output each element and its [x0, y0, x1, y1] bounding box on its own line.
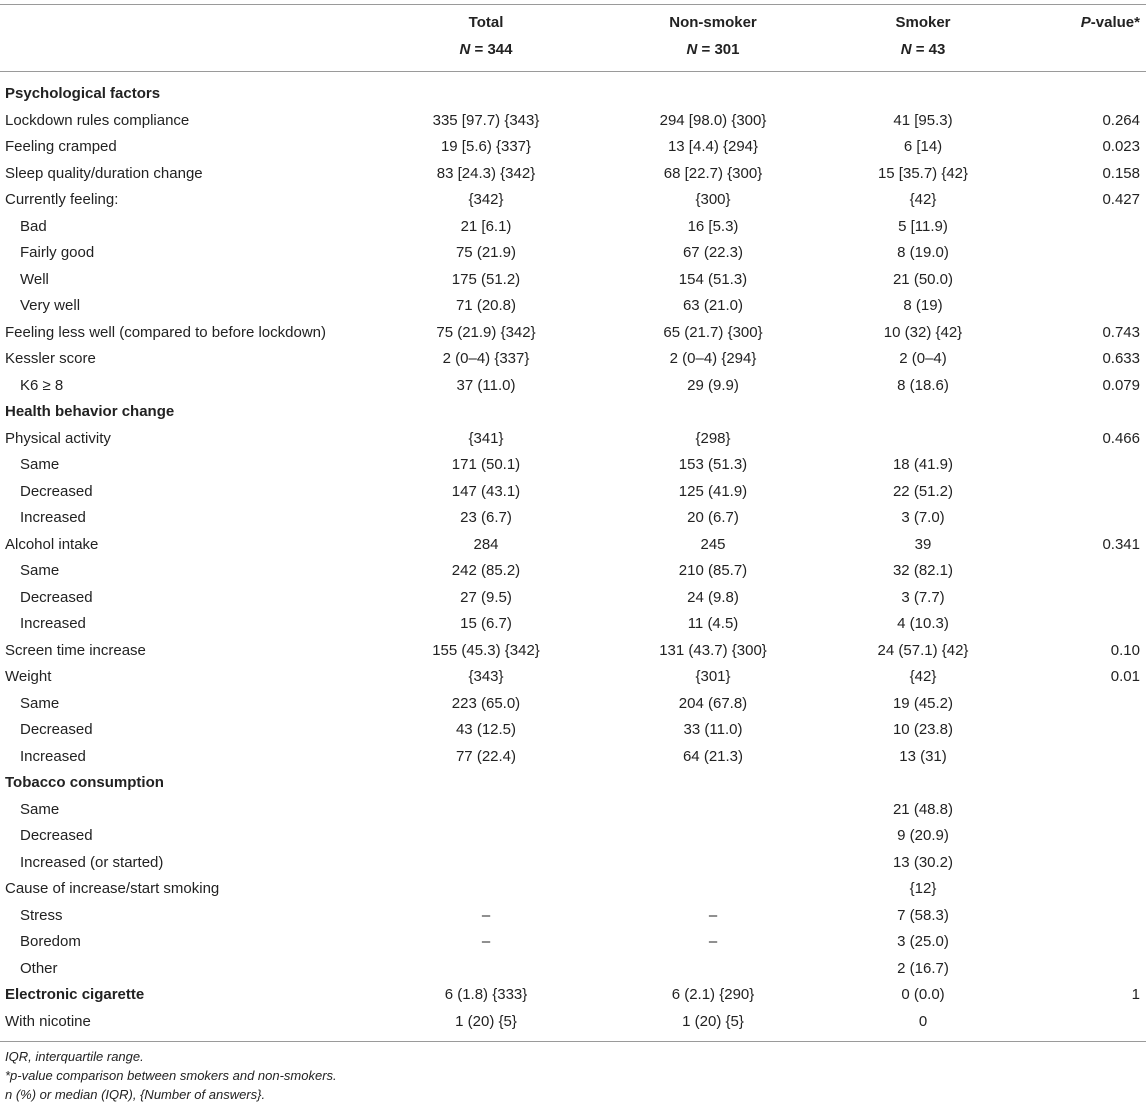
header-non-smoker [613, 14, 813, 59]
footnotes [5, 1047, 337, 1104]
table-row [0, 214, 1146, 241]
row-label: Bad [20, 217, 47, 235]
cell-non-smoker: 63 (21.0) [682, 297, 744, 314]
header-rule [0, 71, 1146, 72]
header-total-label: Total [468, 14, 504, 31]
cell-total: {342} [468, 191, 504, 208]
cell-total: 75 (21.9) {342} [436, 323, 536, 341]
table-row [0, 585, 1146, 612]
header-non-smoker-n-value: = 301 [697, 41, 740, 58]
cell-non-smoker: 125 (41.9) [678, 482, 748, 500]
cell-smoker: 41 [95.3) [893, 111, 953, 129]
cell-smoker: 13 (30.2) [892, 853, 954, 871]
section-row [0, 399, 1146, 426]
cell-pvalue: 0.10 [1110, 641, 1140, 659]
cell-pvalue: 0.427 [1102, 191, 1140, 208]
table-row [0, 876, 1146, 903]
footnote-iqr: IQR, interquartile range. [5, 1049, 144, 1064]
row-label: Lockdown rules compliance [5, 111, 190, 129]
header-non-smoker-n-label: N [686, 41, 698, 58]
cell-non-smoker: 13 [4.4) {294} [667, 138, 759, 155]
table-row [0, 797, 1146, 824]
row-label: Weight [5, 668, 52, 685]
table-row [0, 611, 1146, 638]
row-label: Decreased [20, 721, 93, 738]
row-label: Feeling cramped [5, 138, 117, 155]
footnote-pvalue: *p-value comparison between smokers and non-smokers. [5, 1068, 337, 1083]
row-label: Increased (or started) [20, 853, 164, 871]
row-label: Physical activity [5, 429, 111, 447]
cell-pvalue: 0.633 [1102, 350, 1140, 367]
cell-pvalue: 0.023 [1102, 138, 1140, 155]
row-label: Same [20, 562, 60, 579]
cell-total: 155 (45.3) {342} [432, 641, 540, 659]
cell-total: 335 [97.7) {343} [432, 111, 540, 129]
cell-smoker: 10 (32) {42} [883, 323, 963, 341]
cell-smoker: {42} [909, 668, 937, 685]
table-row [0, 664, 1146, 691]
header-smoker-n-label: N [900, 41, 912, 58]
cell-smoker: 7 (58.3) [897, 906, 949, 924]
header-total-n-label: N [459, 41, 471, 58]
cell-smoker: 8 (19) [903, 297, 943, 314]
cell-total: 6 (1.8) {333} [444, 986, 528, 1003]
row-label: Boredom [20, 933, 81, 950]
cell-total: 223 (65.0) [451, 694, 521, 712]
cell-total: 71 (20.8) [455, 297, 517, 314]
cell-smoker: 21 (48.8) [892, 800, 954, 818]
header-smoker [823, 14, 1023, 59]
cell-total: 75 (21.9) [455, 244, 517, 261]
row-label: Electronic cigarette [5, 986, 145, 1003]
cell-smoker: 3 (25.0) [897, 933, 949, 950]
cell-total: 2 (0–4) {337} [442, 350, 530, 367]
cell-total: 43 (12.5) [455, 721, 517, 738]
cell-smoker: 22 (51.2) [892, 482, 954, 500]
table-row [0, 346, 1146, 373]
row-label: Same [20, 694, 60, 712]
cell-smoker: 18 (41.9) [892, 456, 954, 473]
row-label: Currently feeling: [5, 191, 119, 208]
cell-smoker: 9 (20.9) [897, 827, 949, 844]
cell-smoker: 3 (7.7) [901, 588, 945, 606]
table-row [0, 452, 1146, 479]
section-row [0, 81, 1146, 108]
table-row [0, 240, 1146, 267]
cell-non-smoker: 16 [5.3) [687, 217, 739, 235]
cell-pvalue: 0.158 [1102, 164, 1140, 182]
cell-non-smoker: 154 (51.3) [678, 270, 748, 288]
cell-smoker: 5 [11.9) [898, 217, 948, 235]
cell-smoker: 39 [914, 535, 932, 553]
row-label: Increased [20, 615, 86, 632]
cell-total: 83 [24.3) {342} [436, 164, 536, 182]
cell-non-smoker: 20 (6.7) [687, 509, 739, 526]
cell-pvalue: 0.743 [1102, 323, 1140, 341]
row-label: Decreased [20, 588, 93, 606]
cell-pvalue: 0.079 [1102, 376, 1140, 394]
row-label: Increased [20, 747, 86, 765]
cell-non-smoker: 64 (21.3) [682, 747, 744, 765]
cell-non-smoker: – [708, 933, 718, 950]
cell-non-smoker: 67 (22.3) [682, 244, 744, 261]
row-label: Cause of increase/start smoking [5, 880, 220, 897]
table-row [0, 691, 1146, 718]
cell-smoker: 2 (0–4) [899, 350, 947, 367]
cell-non-smoker: 68 [22.7) {300} [663, 164, 763, 182]
header-pvalue [1040, 14, 1140, 32]
table-row [0, 744, 1146, 771]
row-label: Health behavior change [5, 403, 175, 420]
row-label: Increased [20, 509, 86, 526]
cell-smoker: 8 (19.0) [897, 244, 949, 261]
cell-smoker: 32 (82.1) [892, 562, 954, 579]
cell-smoker: 10 (23.8) [892, 721, 954, 738]
cell-non-smoker: 6 (2.1) {290} [671, 986, 755, 1003]
cell-smoker: 21 (50.0) [892, 270, 954, 288]
table-row [0, 373, 1146, 400]
cell-total: 242 (85.2) [451, 562, 521, 579]
cell-non-smoker: 29 (9.9) [687, 376, 739, 394]
cell-non-smoker: 11 (4.5) [687, 615, 739, 632]
table-row [0, 1009, 1146, 1036]
cell-total: 77 (22.4) [455, 747, 517, 765]
cell-smoker: {12} [909, 880, 937, 897]
cell-smoker: 8 (18.6) [897, 376, 949, 394]
cell-total: 27 (9.5) [460, 588, 512, 606]
cell-non-smoker: 153 (51.3) [678, 456, 748, 473]
footnote-format: n (%) or median (IQR), {Number of answers}. [5, 1087, 266, 1102]
data-table [0, 81, 1146, 1035]
row-label: Fairly good [20, 244, 95, 261]
row-label: Kessler score [5, 350, 96, 367]
row-label: Decreased [20, 827, 93, 844]
table-row [0, 532, 1146, 559]
header-pvalue-rest: -value* [1090, 14, 1140, 31]
cell-total: 15 (6.7) [460, 615, 512, 632]
table-row [0, 134, 1146, 161]
row-label: Feeling less well (compared to before lockdown) [5, 323, 326, 341]
cell-non-smoker: {300} [695, 191, 731, 208]
table-row [0, 823, 1146, 850]
row-label: Psychological factors [5, 85, 161, 102]
section-row [0, 770, 1146, 797]
header-total [386, 14, 586, 59]
table-row [0, 638, 1146, 665]
row-label: With nicotine [5, 1012, 91, 1030]
row-label: Tobacco consumption [5, 774, 164, 791]
cell-total: 19 [5.6) {337} [440, 138, 532, 155]
header-pvalue-p: P [1080, 14, 1091, 31]
header-total-n-value: = 344 [470, 41, 513, 58]
cell-smoker: 24 (57.1) {42} [877, 641, 969, 659]
cell-non-smoker: 65 (21.7) {300} [663, 323, 763, 341]
cell-smoker: 4 (10.3) [897, 615, 949, 632]
cell-non-smoker: 294 [98.0) {300} [659, 111, 767, 129]
cell-total: 147 (43.1) [451, 482, 521, 500]
cell-non-smoker: 204 (67.8) [678, 694, 748, 712]
cell-total: – [481, 933, 491, 950]
header-smoker-label: Smoker [895, 14, 951, 31]
row-label: Sleep quality/duration change [5, 164, 203, 182]
table-row [0, 293, 1146, 320]
top-rule [0, 4, 1146, 5]
cell-non-smoker: {298} [695, 429, 731, 447]
cell-non-smoker: 2 (0–4) {294} [669, 350, 757, 367]
row-label: Very well [20, 297, 81, 314]
header-smoker-n-value: = 43 [911, 41, 946, 58]
table-row [0, 267, 1146, 294]
cell-non-smoker: {301} [695, 668, 731, 685]
section-row [0, 982, 1146, 1009]
row-label: Alcohol intake [5, 535, 99, 553]
table-row [0, 161, 1146, 188]
row-label: Screen time increase [5, 641, 146, 659]
cell-total: 1 (20) {5} [455, 1012, 517, 1030]
cell-smoker: 15 [35.7) {42} [877, 164, 969, 182]
cell-total: 21 [6.1) [460, 217, 512, 235]
cell-pvalue: 0.466 [1102, 429, 1140, 447]
cell-total: 175 (51.2) [451, 270, 521, 288]
row-label: Same [20, 456, 60, 473]
cell-non-smoker: – [708, 906, 718, 924]
table-row [0, 903, 1146, 930]
table-row [0, 426, 1146, 453]
cell-smoker: 6 [14) [903, 138, 943, 155]
cell-total: – [481, 906, 491, 924]
cell-pvalue: 1 [1131, 986, 1140, 1003]
cell-total: 23 (6.7) [460, 509, 512, 526]
cell-total: 171 (50.1) [451, 456, 521, 473]
cell-pvalue: 0.264 [1102, 111, 1140, 129]
cell-non-smoker: 245 [700, 535, 726, 553]
row-label: Well [20, 270, 49, 288]
cell-non-smoker: 1 (20) {5} [682, 1012, 744, 1030]
cell-smoker: 0 [918, 1012, 928, 1030]
table-row [0, 320, 1146, 347]
row-label: Decreased [20, 482, 93, 500]
cell-total: 284 [473, 535, 499, 553]
table-row [0, 479, 1146, 506]
row-label: K6 ≥ 8 [20, 376, 64, 394]
bottom-rule [0, 1041, 1146, 1042]
cell-non-smoker: 131 (43.7) {300} [659, 641, 767, 659]
cell-smoker: {42} [909, 191, 937, 208]
cell-non-smoker: 24 (9.8) [687, 588, 739, 606]
row-label: Stress [20, 906, 63, 924]
table-row [0, 929, 1146, 956]
table-row [0, 108, 1146, 135]
table-row [0, 956, 1146, 983]
cell-smoker: 3 (7.0) [901, 509, 945, 526]
table-row [0, 187, 1146, 214]
cell-pvalue: 0.01 [1110, 668, 1140, 685]
cell-smoker: 19 (45.2) [892, 694, 954, 712]
cell-non-smoker: 210 (85.7) [678, 562, 748, 579]
cell-total: {341} [468, 429, 504, 447]
table-row [0, 558, 1146, 585]
cell-pvalue: 0.341 [1102, 535, 1140, 553]
table-row [0, 717, 1146, 744]
row-label: Same [20, 800, 60, 818]
cell-smoker: 0 (0.0) [901, 986, 945, 1003]
row-label: Other [20, 959, 58, 977]
cell-non-smoker: 33 (11.0) [683, 721, 743, 738]
cell-smoker: 2 (16.7) [897, 959, 949, 977]
header-non-smoker-label: Non-smoker [669, 14, 757, 31]
table-row [0, 505, 1146, 532]
table-row [0, 850, 1146, 877]
cell-total: 37 (11.0) [456, 376, 516, 394]
cell-total: {343} [468, 668, 504, 685]
cell-smoker: 13 (31) [899, 747, 947, 765]
